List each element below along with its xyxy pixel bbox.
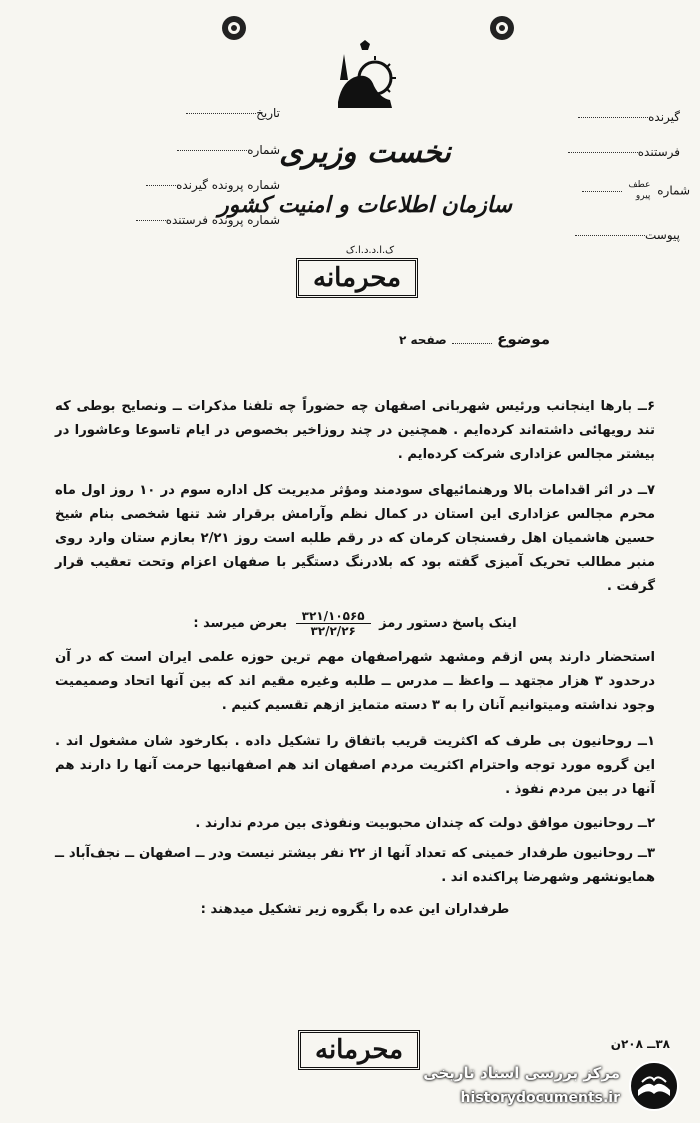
confidential-stamp-bottom: محرمانه (298, 1030, 420, 1070)
organization-title: سازمان اطلاعات و امنیت کشور (218, 192, 512, 218)
watermark-org: مرکز بررسی اسناد تاریخی (423, 1064, 620, 1082)
paragraph-6: ۶ــ بارها اینجانب ورئیس شهربانی اصفهان چه حضوراً چه تلفنا مذکرات ــ ونصایح بوطی که تند رویهائی داشته‌اند کرده‌ایم . همچنین در چند روزاخیر بخصوص در ایام تاسوعا وعاشورا در بیشتر مجالس عزاداری شرکت کرده‌ایم . (55, 399, 655, 462)
answer-prefix: اینک پاسخ دستور رمز (379, 616, 517, 631)
stamp-note: ک.ا.د.د.ا.ک (345, 245, 395, 256)
subject-line (340, 330, 550, 348)
answer-suffix: بعرض میرسد : (193, 616, 288, 631)
fraction-denominator: ۳۲/۲/۲۶ (310, 624, 356, 638)
paragraph-group-1: ۱ــ روحانیون بی طرف که اکثریت قریب باتفاق را تشکیل داده . بکارخود شان مشغول اند . این گروه مورد توجه واحترام اکثریت مردم اصفهان اند هم اصفهانیها حرمت آنها را دارند هم آنها در بین مردم نفوذ . (55, 734, 655, 797)
recipient-field: گیرنده (560, 110, 680, 124)
document-body (55, 395, 655, 922)
ministry-title: نخست وزیری (279, 135, 451, 170)
book-logo-icon (626, 1060, 682, 1112)
watermark (400, 1058, 690, 1116)
answer-line (55, 609, 655, 638)
number-field: شماره (140, 143, 280, 157)
atf-label: عطف (628, 180, 651, 190)
confidential-stamp-top: محرمانه (296, 258, 418, 298)
paragraph-last: طرفداران این عده را بگروه زیر تشکیل میدهند : (200, 902, 510, 917)
paragraph-7: ۷ــ در اثر اقدامات بالا ورهنمائیهای سودمند ومؤثر مدیریت کل اداره سوم در ۱۰ روز اول ماه محرم مجالس عزاداری این استان در کمال نظم وآرامش برقرار شد تنها شخصی بنام شیخ حسین هاشمیان اهل رفسنجان کرمان که در رقم طلبه است روز ۲/۲۱ بعازم ستان وارد روی منبر مطالب تحریک آمیزی گفته بود که بلادرنگ دستگیر با صفهان اعزام وتحت تعقیب قرار گرفت . (55, 483, 656, 594)
emblem-left-icon (220, 14, 248, 42)
subject-label: موضوع (497, 330, 550, 348)
peyro-label: پیرو (635, 191, 651, 201)
sender-file-number-field: شماره پرونده فرستنده (95, 213, 280, 227)
reference-number-field: شماره عطف پیرو (560, 180, 690, 202)
reference-code: ۳۸ــ ۲۰۸ن (610, 1037, 670, 1051)
attachment-field: پیوست (560, 228, 680, 242)
watermark-site: historydocuments.ir (460, 1090, 620, 1106)
emblem-right-icon (488, 14, 516, 42)
code-fraction (296, 609, 371, 638)
paragraph-main: استحضار دارند پس ازقم ومشهد شهراصفهان مهم ترین حوزه علمی ایران است که در آن درحدود ۳ هزار مجتهد ــ واعظ ــ مدرس ــ طلبه وغیره مقیم اند که بین آنها اتحاد وصمیمیت وجود نداشته ومیتوانیم آنان را به ۳ دسته متمایز ازهم تقسیم کنیم . (55, 650, 655, 713)
paragraph-group-2: ۲ــ روحانیون موافق دولت که چندان محبوبیت ونفوذی بین مردم ندارند . (195, 816, 655, 831)
recipient-file-number-field: شماره پرونده گیرنده (100, 178, 280, 192)
fraction-numerator: ۳۲۱/۱۰۵۶۵ (296, 609, 371, 624)
paragraph-group-3: ۳ــ روحانیون طرفدار خمینی که تعداد آنها از ۲۲ نفر بیشتر نیست ودر ــ اصفهان ــ نجف‌آباد ــ همایونشهر وشهرضا پراکنده اند . (55, 846, 655, 885)
lion-and-sun-emblem-icon (330, 40, 400, 115)
page-number: صفحه ۲ (399, 333, 447, 347)
date-field: تاریخ (170, 106, 280, 120)
sender-field: فرستنده (560, 145, 680, 159)
